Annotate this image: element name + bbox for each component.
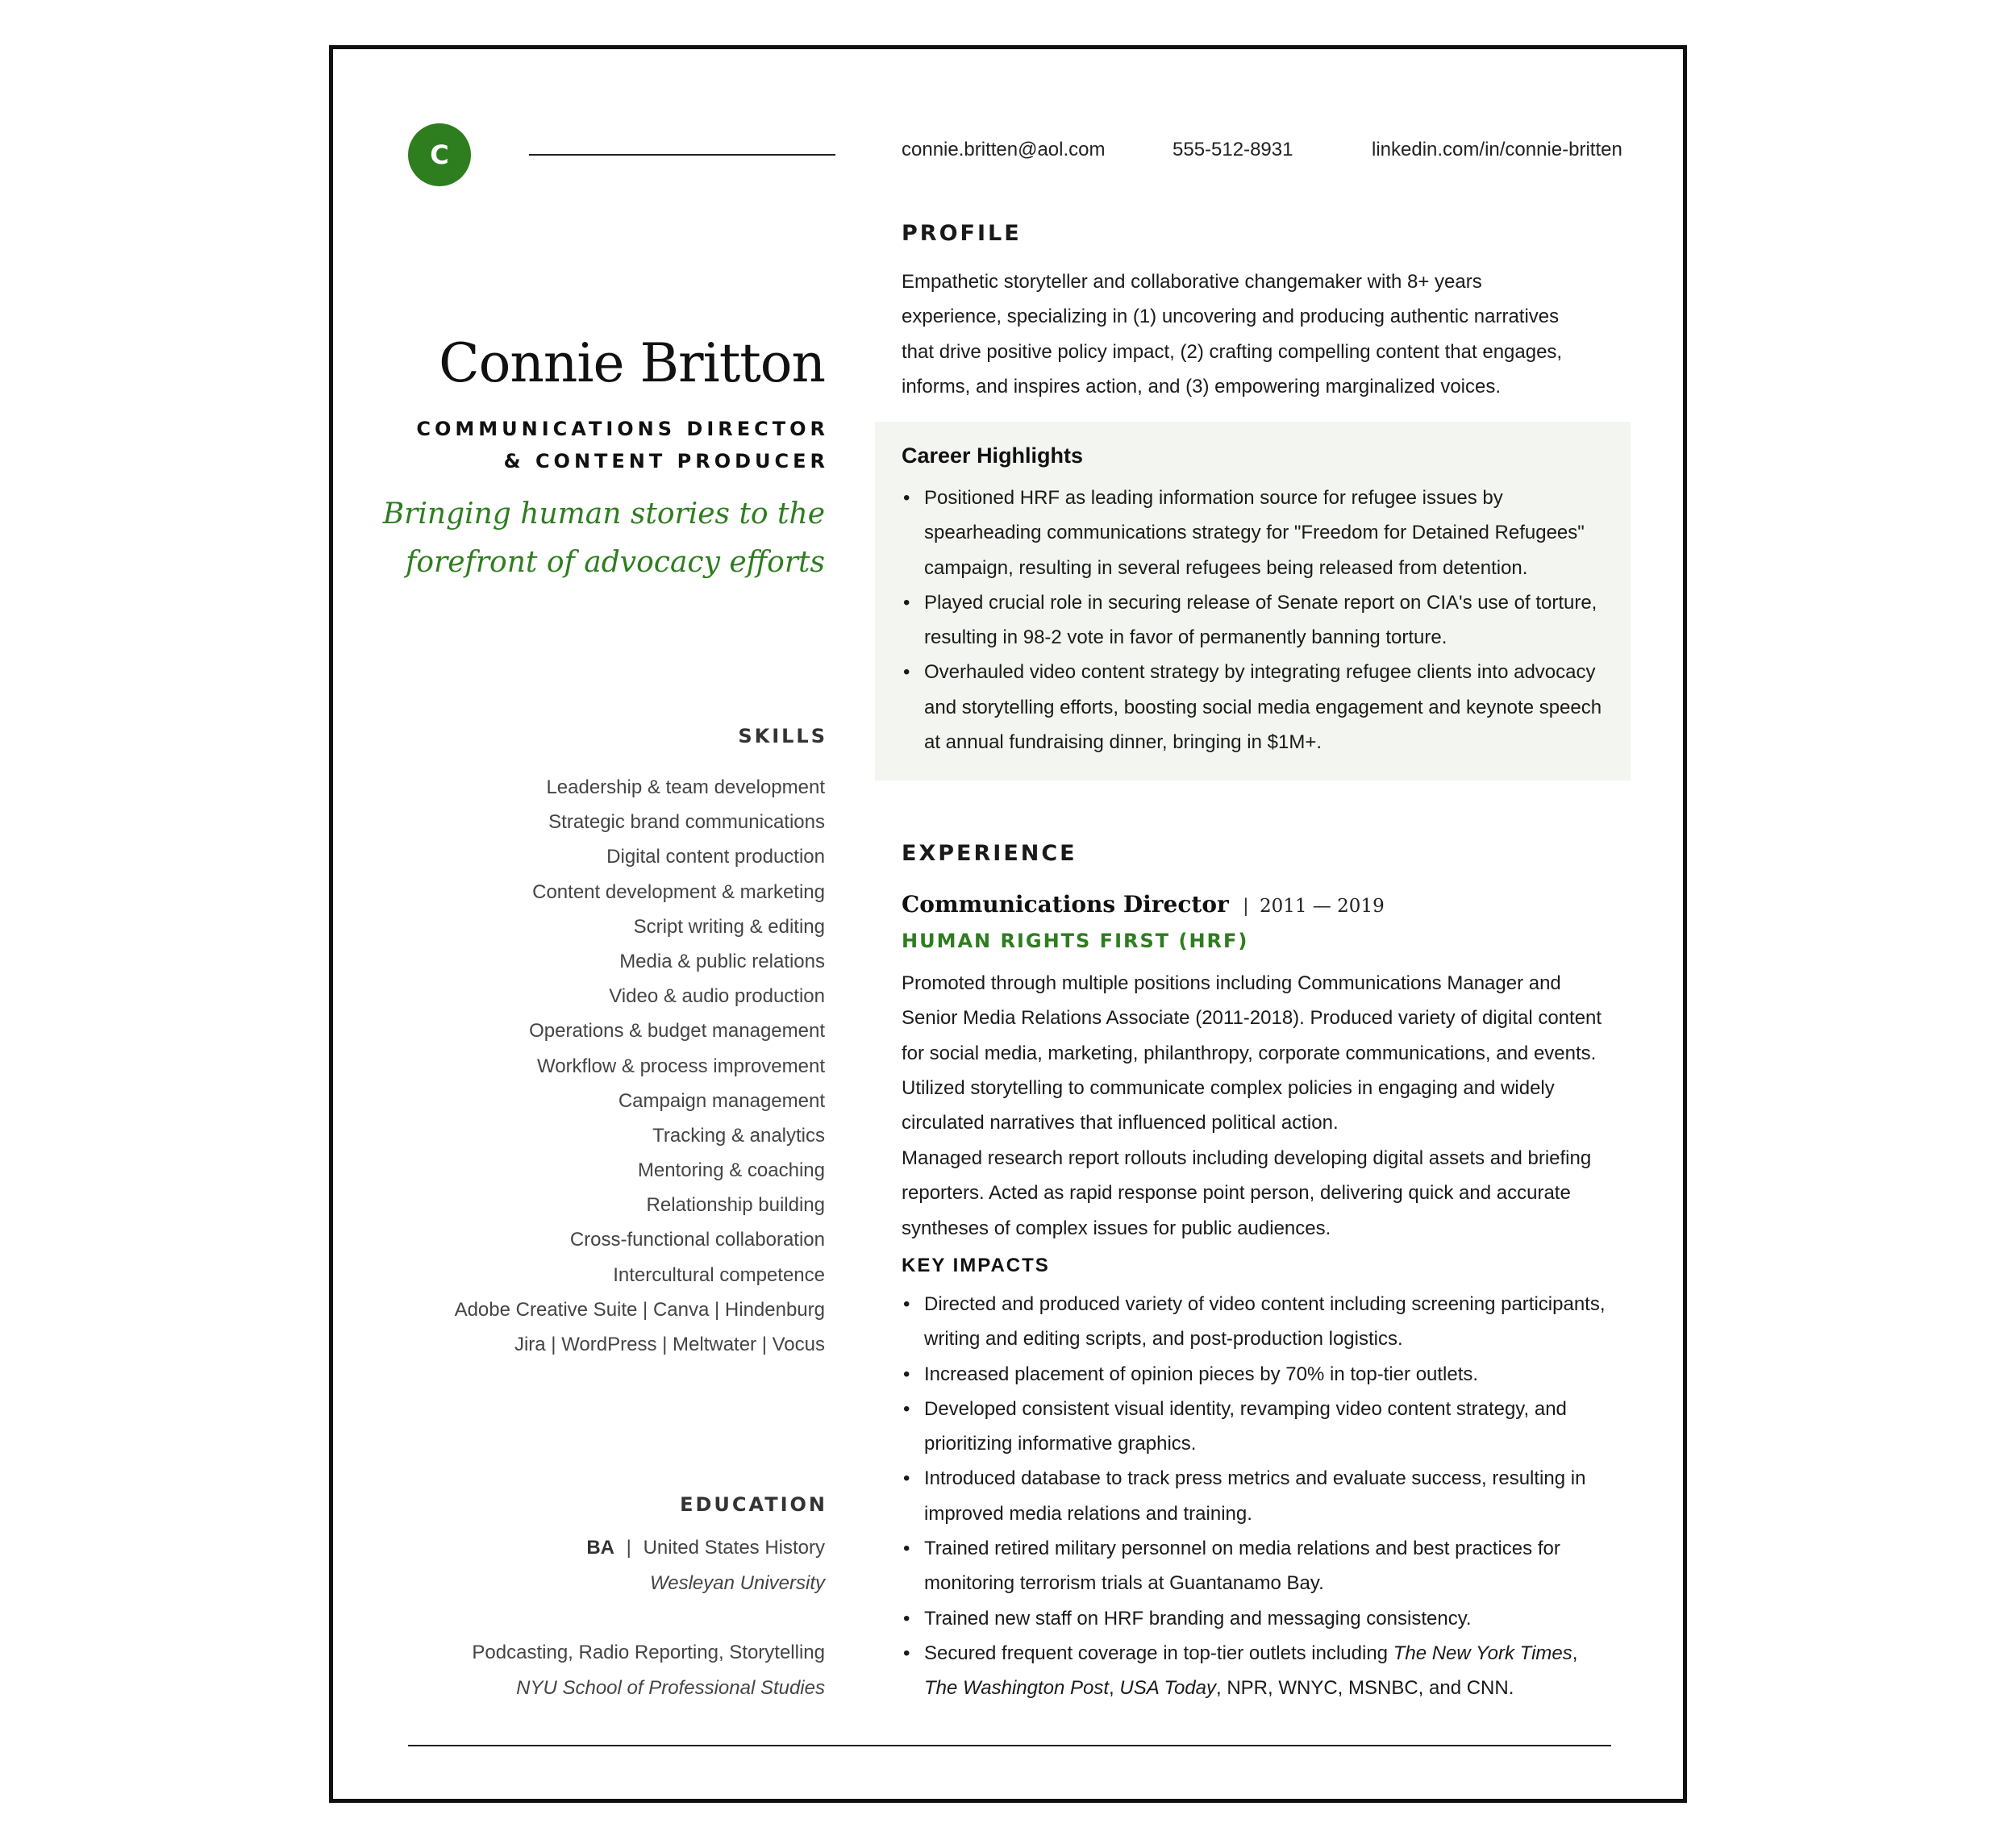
skill-item: Relationship building: [646, 1194, 825, 1217]
career-highlights-list: [902, 481, 1611, 760]
career-highlights-heading: Career Highlights: [902, 443, 1084, 468]
impact-item: [902, 1636, 1611, 1706]
skill-item: Adobe Creative Suite | Canva | Hindenburg: [454, 1298, 825, 1321]
skill-item: Jira | WordPress | Meltwater | Vocus: [514, 1334, 825, 1355]
profile-heading: PROFILE: [902, 221, 1022, 246]
skill-item: Digital content production: [606, 846, 825, 868]
skill-item: Operations & budget management: [529, 1020, 825, 1043]
education-course-school: NYU School of Professional Studies: [516, 1677, 825, 1699]
tagline-line-2: forefront of advocacy efforts: [406, 546, 825, 579]
job-separator: |: [1243, 895, 1249, 917]
candidate-name: Connie Britton: [439, 332, 825, 394]
education-heading: EDUCATION: [680, 1493, 827, 1516]
footer-divider: [408, 1745, 1611, 1746]
impact-text: , NPR, WNYC, MSNBC, and CNN.: [1216, 1677, 1514, 1700]
profile-line: Empathetic storyteller and collaborative changemaker with 8+ years: [902, 271, 1482, 293]
impact-item: • Trained retired military personnel on media relations and best practices for monitoring terrorism trials at Guantanamo Bay.: [902, 1531, 1611, 1601]
job-title: Communications Director: [902, 891, 1229, 918]
skill-item: Cross-functional collaboration: [569, 1229, 825, 1251]
job-dates: 2011 — 2019: [1260, 896, 1385, 917]
impact-item: • Introduced database to track press metrics and evaluate success, resulting in improved media relations and training.: [902, 1461, 1611, 1531]
monogram-badge: C: [408, 123, 471, 186]
publication-name: USA Today: [1119, 1677, 1216, 1700]
impact-text: Secured frequent coverage in top-tier outlets including: [924, 1642, 1393, 1664]
degree-separator: |: [626, 1537, 631, 1559]
job-description-2: Managed research report rollouts including developing digital assets and briefing reporters. Acted as rapid response point person, delivering quick and accurate syntheses of complex issues for public audiences.: [902, 1147, 1592, 1239]
skill-item: Script writing & editing: [633, 915, 825, 938]
profile-line: that drive positive policy impact, (2) crafting compelling content that engages,: [902, 340, 1563, 363]
skill-item: Campaign management: [618, 1089, 825, 1112]
job-description-1: Promoted through multiple positions including Communications Manager and Senior Media Relations Associate (2011-2018). Produced variety of digital content for social media, marketing, philanthropy, corporate communications, and events. Utilized storytelling to communicate complex policies in engaging and widely circulated narratives that influenced political action.: [902, 972, 1602, 1134]
employer-name: HUMAN RIGHTS FIRST (HRF): [902, 930, 1249, 952]
profile-summary: [902, 264, 1603, 404]
job-header: [902, 891, 1385, 918]
skills-list: [455, 770, 825, 1362]
highlight-item: • Played crucial role in securing release of Senate report on CIA's use of torture, resulting in 98-2 vote in favor of permanently banning torture.: [902, 585, 1611, 656]
publication-name: The Washington Post: [924, 1677, 1110, 1700]
impact-item: • Increased placement of opinion pieces by 70% in top-tier outlets.: [902, 1357, 1611, 1392]
profile-line: experience, specializing in (1) uncovering and producing authentic narratives: [902, 306, 1560, 328]
impact-item: • Directed and produced variety of video content including screening participants, writing and editing scripts, and post-production logistics.: [902, 1287, 1611, 1357]
impact-text: ,: [1572, 1642, 1578, 1664]
contact-phone[interactable]: 555-512-8931: [1173, 139, 1293, 160]
skill-item: Intercultural competence: [613, 1263, 825, 1286]
skill-item: Tracking & analytics: [652, 1124, 825, 1147]
impact-item: • Developed consistent visual identity, revamping video content strategy, and prioritizing informative graphics.: [902, 1392, 1611, 1462]
education-degree: [586, 1537, 825, 1559]
skills-heading: SKILLS: [738, 725, 827, 747]
publication-name: The New York Times: [1393, 1642, 1572, 1664]
skill-item: Video & audio production: [609, 985, 825, 1008]
key-impacts-heading: KEY IMPACTS: [902, 1255, 1050, 1276]
highlight-item: • Positioned HRF as leading information source for refugee issues by spearheading communications strategy for "Freedom for Detained Refugees" campaign, resulting in several refugees being released from detention.: [902, 481, 1611, 585]
highlight-item: • Overhauled video content strategy by integrating refugee clients into advocacy and storytelling efforts, boosting social media engagement and keynote speech at annual fundraising dinner, bringing in $1M+.: [902, 655, 1611, 760]
education-course: Podcasting, Radio Reporting, Storytelling: [472, 1642, 825, 1663]
skill-item: Workflow & process improvement: [537, 1055, 825, 1077]
contact-linkedin[interactable]: linkedin.com/in/connie-britten: [1372, 139, 1622, 160]
job-title-line-2: & CONTENT PRODUCER: [503, 450, 829, 472]
skill-item: Strategic brand communications: [548, 811, 825, 834]
contact-email[interactable]: connie.britten@aol.com: [902, 139, 1106, 160]
skill-item: Content development & marketing: [532, 880, 825, 903]
skill-item: Mentoring & coaching: [637, 1159, 825, 1182]
impact-item: • Trained new staff on HRF branding and messaging consistency.: [902, 1601, 1611, 1636]
degree: BA: [586, 1537, 614, 1559]
skill-item: Media & public relations: [619, 950, 825, 972]
job-title-line-1: COMMUNICATIONS DIRECTOR: [416, 418, 829, 440]
header-divider: [529, 154, 835, 156]
degree-field: United States History: [643, 1537, 825, 1559]
skill-item: Leadership & team development: [546, 776, 825, 798]
tagline-line-1: Bringing human stories to the: [382, 497, 825, 531]
profile-line: informs, and inspires action, and (3) empowering marginalized voices.: [902, 375, 1502, 397]
key-impacts-list: [902, 1287, 1611, 1706]
education-school: Wesleyan University: [650, 1572, 825, 1594]
experience-heading: EXPERIENCE: [902, 841, 1077, 866]
impact-text: ,: [1109, 1677, 1120, 1700]
